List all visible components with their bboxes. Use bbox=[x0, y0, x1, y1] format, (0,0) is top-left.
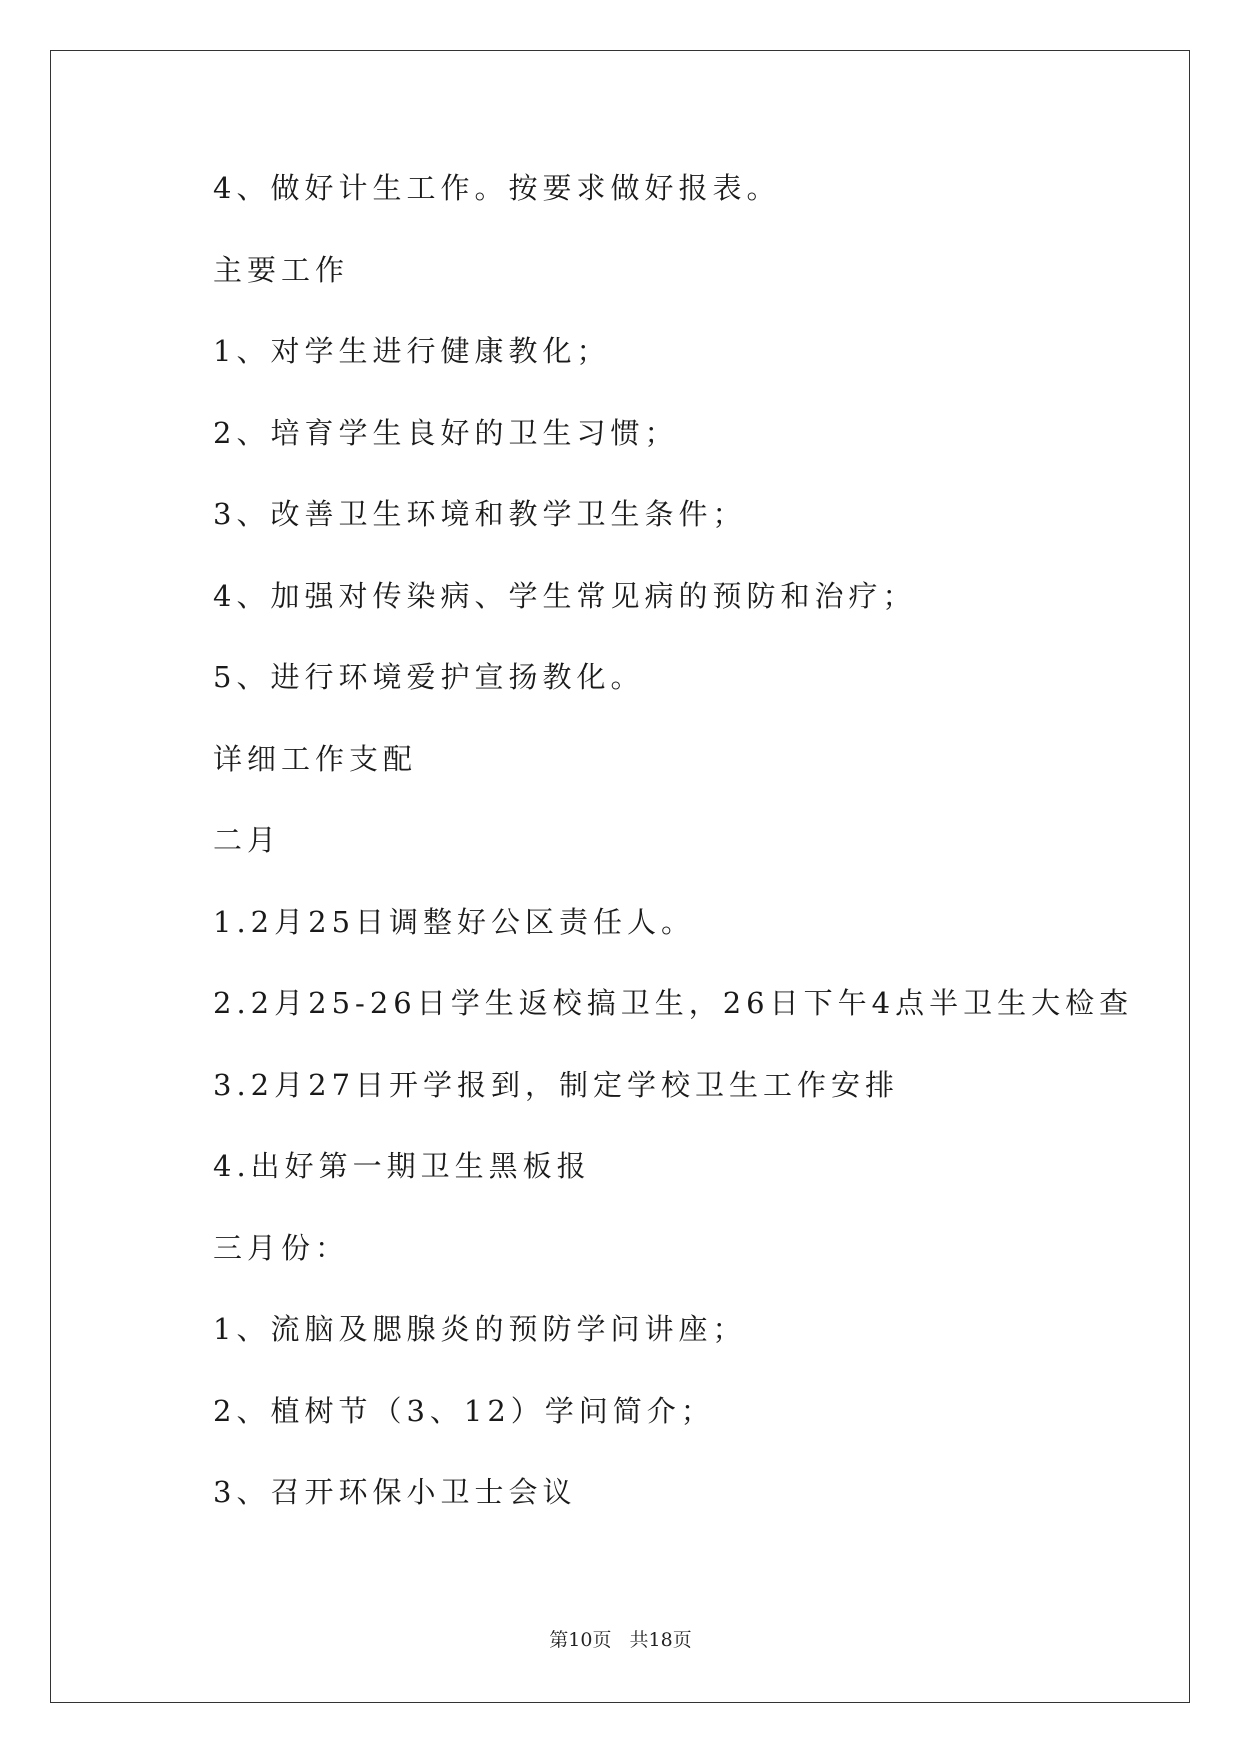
document-body bbox=[213, 168, 1134, 1554]
text-line: 5、进行环境爱护宣扬教化。 bbox=[213, 660, 645, 694]
text-line: 4、加强对传染病、学生常见病的预防和治疗； bbox=[213, 578, 917, 613]
text-line: 4.出好第一期卫生黑板报 bbox=[213, 1149, 591, 1183]
text-line: 4、做好计生工作。按要求做好报表。 bbox=[213, 171, 781, 205]
text-line: 2、培育学生良好的卫生习惯； bbox=[213, 415, 679, 450]
text-line: 2.2月25-26日学生返校搞卫生，26日下午4点半卫生大检查 bbox=[213, 986, 1134, 1020]
text-line: 1、流脑及腮腺炎的预防学问讲座； bbox=[213, 1312, 747, 1346]
text-line: 2、植树节（3、12）学问简介； bbox=[213, 1393, 715, 1428]
section-heading: 主要工作 bbox=[213, 252, 350, 287]
text-line: 3、改善卫生环境和教学卫生条件； bbox=[213, 497, 747, 531]
month-heading: 三月份： bbox=[213, 1230, 350, 1265]
text-line: 3.2月27日开学报到，制定学校卫生工作安排 bbox=[213, 1067, 900, 1102]
page-number: 第10页 bbox=[549, 1629, 612, 1651]
text-line: 1、对学生进行健康教化； bbox=[213, 334, 611, 368]
page-footer bbox=[0, 1625, 1241, 1652]
text-line: 3、召开环保小卫士会议 bbox=[213, 1475, 577, 1509]
month-heading: 二月 bbox=[213, 823, 282, 857]
text-line: 1.2月25日调整好公区责任人。 bbox=[213, 904, 696, 939]
section-heading: 详细工作支配 bbox=[213, 741, 418, 776]
page-total: 共18页 bbox=[629, 1629, 692, 1651]
